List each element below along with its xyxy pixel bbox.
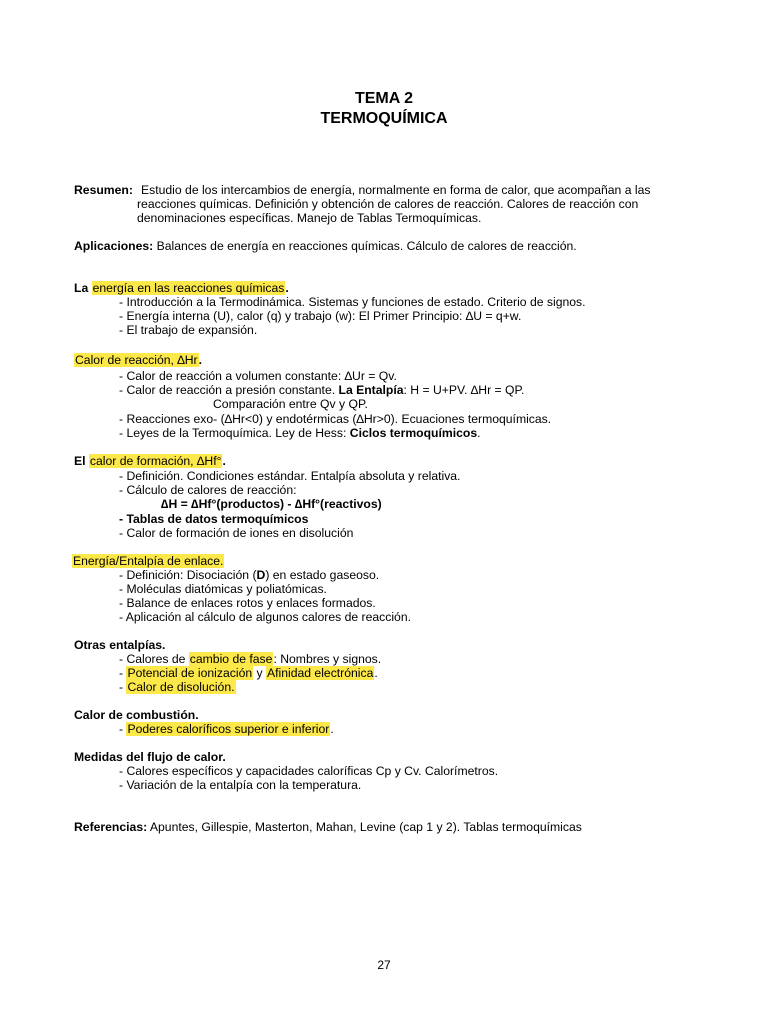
list-item-bold: Ciclos termoquímicos: [349, 426, 478, 440]
section-energia-suffix: .: [285, 281, 289, 295]
section-energia-heading: [74, 281, 289, 295]
list-item: [119, 652, 381, 666]
list-item-highlight: Poderes caloríficos superior e inferior: [127, 722, 330, 736]
list-item-text: -: [119, 722, 127, 736]
section-enlace-highlight: Energía/Entalpía de enlace.: [73, 554, 224, 568]
section-calor-formacion-suffix: .: [222, 454, 226, 468]
list-item-text: - Leyes de la Termoquímica. Ley de Hess:: [119, 426, 350, 440]
section-otras-heading: [74, 638, 165, 652]
section-energia-highlight: energía en las reacciones químicas: [92, 281, 285, 295]
list-item: [119, 426, 481, 440]
list-item-highlight: Afinidad electrónica: [267, 666, 374, 680]
list-item: - Calor de formación de iones en disolución: [119, 526, 354, 540]
page-title: TERMOQUÍMICA: [320, 110, 448, 127]
list-item: - Moléculas diatómicas y poliatómicas.: [119, 582, 327, 596]
list-item-text: - Definición: Disociación (: [119, 568, 257, 582]
list-item: [119, 722, 334, 736]
resumen-label: [74, 183, 133, 197]
formula-text: ∆H = ∆Hf°(productos) - ∆Hf°(reactivos): [161, 497, 382, 511]
referencias-text: Apuntes, Gillespie, Masterton, Mahan, Levine (cap 1 y 2). Tablas termoquímicas: [149, 820, 582, 834]
aplicaciones: [74, 239, 577, 253]
list-item: - Energía interna (U), calor (q) y trabajo (w): El Primer Principio: ∆U = q+w.: [119, 309, 522, 323]
list-item: - Reacciones exo- (∆Hr<0) y endotérmicas (∆Hr>0). Ecuaciones termoquímicas.: [119, 412, 552, 426]
section-energia-prefix: La: [74, 281, 92, 295]
list-item-bold: La Entalpía: [338, 383, 404, 397]
list-item: [119, 383, 524, 397]
list-item-text: .: [477, 426, 481, 440]
list-item-text: y: [253, 666, 266, 680]
section-enlace-heading: [72, 554, 224, 568]
list-item-bold: - Tablas de datos termoquímicos: [119, 512, 309, 526]
resumen-line-2: reacciones químicas. Definición y obtención de calores de reacción. Calores de reacción con: [137, 197, 639, 211]
list-item: Comparación entre Qv y QP.: [213, 397, 368, 411]
list-item-highlight: Calor de disolución.: [127, 680, 235, 694]
list-item-text: .: [330, 722, 334, 736]
section-calor-reaccion-heading: [74, 353, 202, 367]
formula: [161, 497, 382, 511]
section-calor-reaccion-suffix: .: [198, 353, 202, 367]
list-item-highlight: Potencial de ionización: [127, 666, 253, 680]
list-item-text: ) en estado gaseoso.: [265, 568, 380, 582]
section-calor-reaccion-highlight: Calor de reacción, ∆Hr: [75, 353, 198, 367]
aplicaciones-label: Aplicaciones:: [74, 239, 154, 253]
section-medidas-heading: [74, 750, 226, 764]
list-item-text: : H = U+PV. ∆Hr = QP.: [403, 383, 525, 397]
list-item-text: -: [119, 680, 127, 694]
section-calor-formacion-heading: [74, 454, 226, 468]
list-item-text: .: [374, 666, 378, 680]
referencias: [74, 820, 582, 834]
list-item: [119, 666, 378, 680]
section-combustion-heading-text: Calor de combustión.: [74, 708, 199, 722]
list-item: - El trabajo de expansión.: [119, 323, 258, 337]
list-item: - Balance de enlaces rotos y enlaces formados.: [119, 596, 376, 610]
list-item: - Cálculo de calores de reacción:: [119, 483, 297, 497]
list-item-text: - Calor de reacción a presión constante.: [119, 383, 339, 397]
list-item: - Calor de reacción a volumen constante: ∆Ur = Qv.: [119, 369, 397, 383]
tema-number: TEMA 2: [354, 90, 414, 107]
list-item: - Variación de la entalpía con la temperatura.: [119, 778, 362, 792]
section-medidas-heading-text: Medidas del flujo de calor.: [74, 750, 226, 764]
list-item-text: -: [119, 666, 127, 680]
list-item-text: : Nombres y signos.: [273, 652, 382, 666]
list-item: - Introducción a la Termodinámica. Sistemas y funciones de estado. Criterio de signos.: [119, 295, 586, 309]
list-item-highlight: cambio de fase: [189, 652, 273, 666]
section-combustion-heading: [74, 708, 199, 722]
list-item: [119, 680, 236, 694]
section-otras-heading-text: Otras entalpías.: [74, 638, 166, 652]
section-calor-formacion-highlight: calor de formación, ∆Hf°: [89, 454, 222, 468]
list-item: [119, 568, 379, 582]
aplicaciones-text: Balances de energía en reacciones químicas. Cálculo de calores de reacción.: [156, 239, 577, 253]
list-item: [119, 512, 308, 526]
list-item: - Definición. Condiciones estándar. Entalpía absoluta y relativa.: [119, 469, 461, 483]
list-item: - Calores específicos y capacidades caloríficas Cp y Cv. Calorímetros.: [119, 764, 499, 778]
list-item: - Aplicación al cálculo de algunos calores de reacción.: [119, 610, 411, 624]
referencias-label: Referencias:: [74, 820, 148, 834]
section-calor-formacion-prefix: El: [74, 454, 89, 468]
list-item-text: - Calores de: [119, 652, 189, 666]
resumen-line-1: Estudio de los intercambios de energía, normalmente en forma de calor, que acompañan a las: [141, 183, 651, 197]
page-number: 27: [377, 958, 391, 972]
resumen-line-3: denominaciones específicas. Manejo de Tablas Termoquímicas.: [137, 211, 482, 225]
resumen-label-text: Resumen:: [74, 183, 133, 197]
list-item-bold: D: [256, 568, 266, 582]
